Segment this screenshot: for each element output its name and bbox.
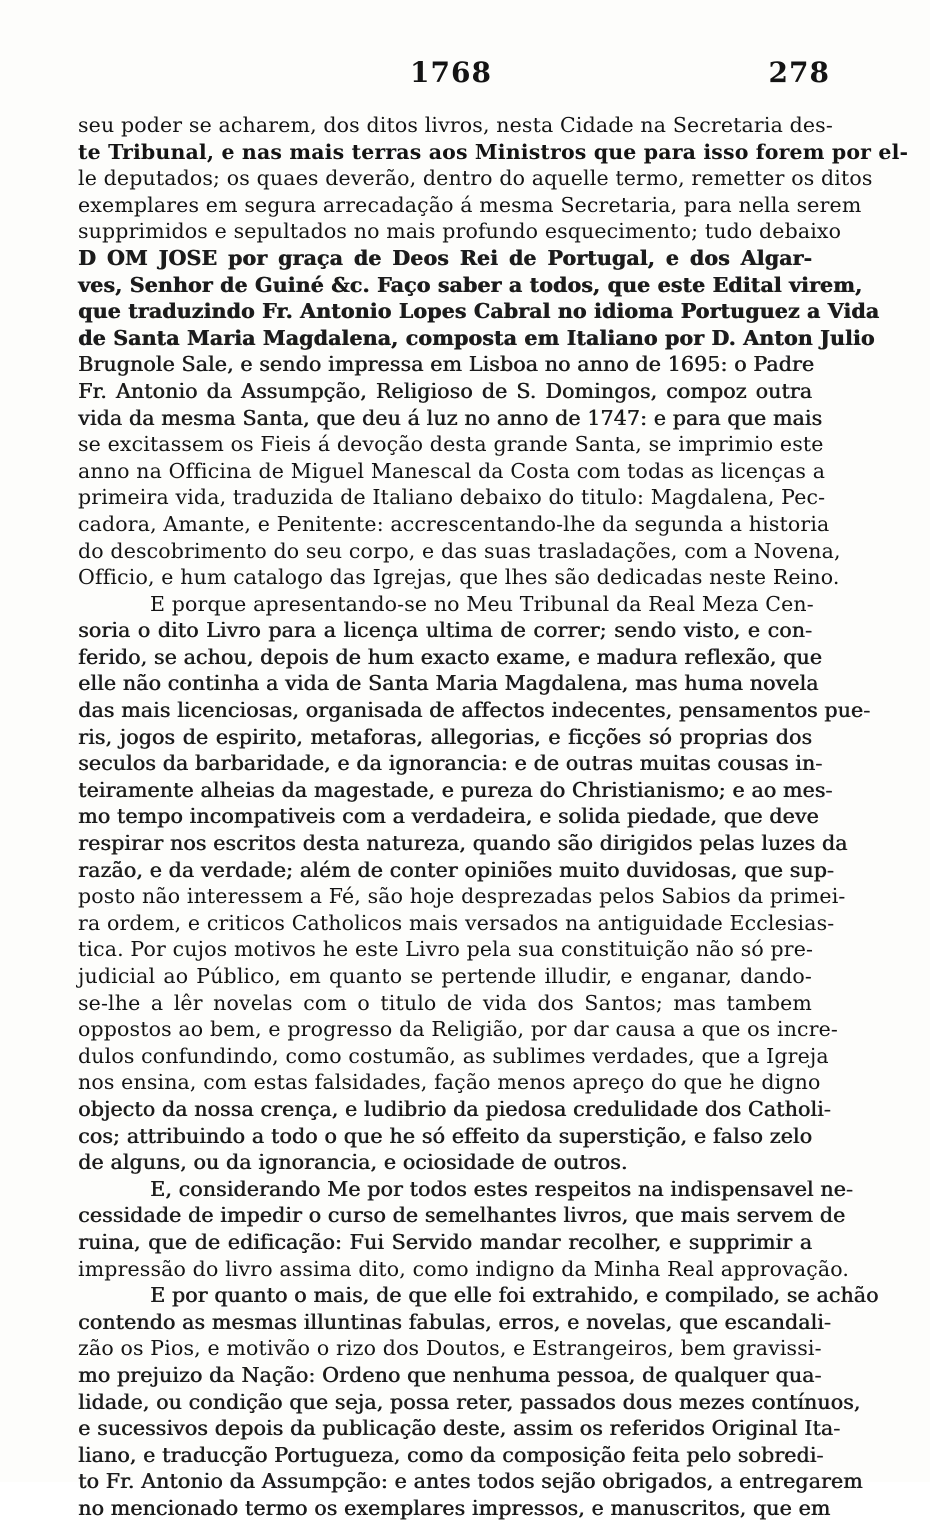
text-line: respirar nos escritos desta natureza, quando são dirigidos pelas luzes da — [78, 831, 848, 856]
text-line: soria o dito Livro para a licença ultima de correr; sendo visto, e con- — [78, 618, 812, 643]
text-line: que traduzindo Fr. Antonio Lopes Cabral no idioma Portuguez a Vida — [78, 299, 880, 324]
text-line: ra ordem, e criticos Catholicos mais versados na antiguidade Ecclesias- — [78, 910, 835, 935]
text-line: mo prejuizo da Nação: Ordeno que nenhuma pessoa, de qualquer qua- — [78, 1362, 822, 1387]
text-line: ves, Senhor de Guiné &c. Faço saber a todos, que este Edital virem, — [78, 272, 863, 297]
text-line: anno na Officina de Miguel Manescal da Costa com todas as licenças a — [78, 458, 826, 483]
text-line: ferido, se achou, depois de hum exacto exame, e madura reflexão, que — [78, 644, 822, 669]
text-line: Officio, e hum catalogo das Igrejas, que lhes são dedicadas neste Reino. — [78, 565, 840, 590]
text-line: dulos confundindo, como costumão, as sublimes verdades, que a Igreja — [78, 1043, 829, 1068]
text-line: lidade, ou condição que seja, possa reter, passados dous mezes contínuos, — [78, 1389, 861, 1414]
text-line: le deputados; os quaes deverão, dentro do aquelle termo, remetter os ditos — [78, 166, 873, 191]
text-line: posto não interessem a Fé, são hoje desprezadas pelos Sabios da primei- — [78, 884, 846, 909]
running-year: 1768 — [410, 56, 492, 89]
text-line: Brugnole Sale, e sendo impressa em Lisboa no anno de 1695: o Padre — [78, 352, 815, 377]
text-line: das mais licenciosas, organisada de affectos indecentes, pensamentos pue- — [78, 698, 871, 723]
text-line: mo tempo incompativeis com a verdadeira, e solida piedade, que deve — [78, 804, 819, 829]
text-line-paragraph-start: E por quanto o mais, de que elle foi extrahido, e compilado, se achão — [150, 1283, 879, 1308]
text-line-paragraph-start: E porque apresentando-se no Meu Tribunal da Real Meza Cen- — [150, 591, 814, 616]
text-line: te Tribunal, e nas mais terras aos Ministros que para isso forem por el- — [78, 139, 909, 164]
text-line: cessidade de impedir o curso de semelhantes livros, que mais servem de — [78, 1203, 846, 1228]
text-line: cos; attribuindo a todo o que he só effeito da superstição, e falso zelo — [78, 1123, 812, 1148]
page-number: 278 — [768, 56, 830, 89]
text-line: seculos da barbaridade, e da ignorancia: e de outras muitas cousas in- — [78, 751, 823, 776]
text-line: objecto da nossa crença, e ludibrio da piedosa credulidade dos Catholi- — [78, 1096, 831, 1121]
text-line: ris, jogos de espirito, metaforas, allegorias, e ficções só proprias dos — [78, 724, 812, 749]
text-line: tica. Por cujos motivos he este Livro pela sua constituição não só pre- — [78, 937, 814, 962]
text-line: Fr. Antonio da Assumpção, Religioso de S. Domingos, compoz outra — [78, 378, 812, 403]
text-line: liano, e traducção Portugueza, como da composição feita pelo sobredi- — [78, 1442, 824, 1467]
text-line: supprimidos e sepultados no mais profundo esquecimento; tudo debaixo — [78, 219, 842, 244]
text-line: oppostos ao bem, e progresso da Religião, por dar causa a que os incre- — [78, 1017, 839, 1042]
text-line: de Santa Maria Magdalena, composta em Italiano por D. Anton Julio — [78, 325, 875, 350]
text-line: vida da mesma Santa, que deu á luz no anno de 1747: e para que mais — [78, 405, 823, 430]
page-header — [80, 56, 830, 96]
text-line: primeira vida, traduzida de Italiano debaixo do titulo: Magdalena, Pec- — [78, 485, 826, 510]
text-line: cadora, Amante, e Penitente: accrescentando-lhe da segunda a historia — [78, 511, 830, 536]
text-line: no mencionado termo os exemplares impressos, e manuscritos, que em — [78, 1495, 831, 1520]
text-line: ruina, que de edificação: Fui Servido mandar recolher, e supprimir a — [78, 1229, 812, 1254]
text-line: e sucessivos depois da publicação deste, assim os referidos Original Ita- — [78, 1416, 841, 1441]
body-text — [78, 112, 909, 1521]
text-line: nos ensina, com estas falsidades, fação menos apreço do que he digno — [78, 1070, 821, 1095]
text-line: razão, e da verdade; além de conter opiniões muito duvidosas, que sup- — [78, 857, 834, 882]
text-line: contendo as mesmas illuntinas fabulas, erros, e novelas, que escandali- — [78, 1309, 831, 1334]
text-line-paragraph-end: de alguns, ou da ignorancia, e ociosidade de outros. — [78, 1150, 628, 1175]
text-line-dom-jose: D OM JOSE por graça de Deos Rei de Portugal, e dos Algar- — [78, 245, 812, 270]
text-line: to Fr. Antonio da Assumpção: e antes todos sejão obrigados, a entregarem — [78, 1469, 863, 1494]
text-line: exemplares em segura arrecadação á mesma Secretaria, para nella serem — [78, 192, 862, 217]
text-line: elle não continha a vida de Santa Maria Magdalena, mas huma novela — [78, 671, 819, 696]
text-line: impressão do livro assima dito, como indigno da Minha Real approvação. — [78, 1256, 850, 1281]
text-line: se-lhe a lêr novelas com o titulo de vida dos Santos; mas tambem — [78, 990, 812, 1015]
text-line-paragraph-start: E, considerando Me por todos estes respeitos na indispensavel ne- — [150, 1176, 853, 1201]
text-line: do descobrimento do seu corpo, e das suas trasladações, com a Novena, — [78, 538, 841, 563]
text-line: seu poder se acharem, dos ditos livros, nesta Cidade na Secretaria des- — [78, 113, 833, 137]
text-line: se excitassem os Fieis á devoção desta grande Santa, se imprimio este — [78, 432, 824, 457]
text-line: zão os Pios, e motivão o rizo dos Doutos, e Estrangeiros, bem gravissi- — [78, 1336, 822, 1361]
text-line: judicial ao Público, em quanto se pertende illudir, e enganar, dando- — [78, 964, 812, 988]
text-line: teiramente alheias da magestade, e pureza do Christianismo; e ao mes- — [78, 777, 833, 802]
